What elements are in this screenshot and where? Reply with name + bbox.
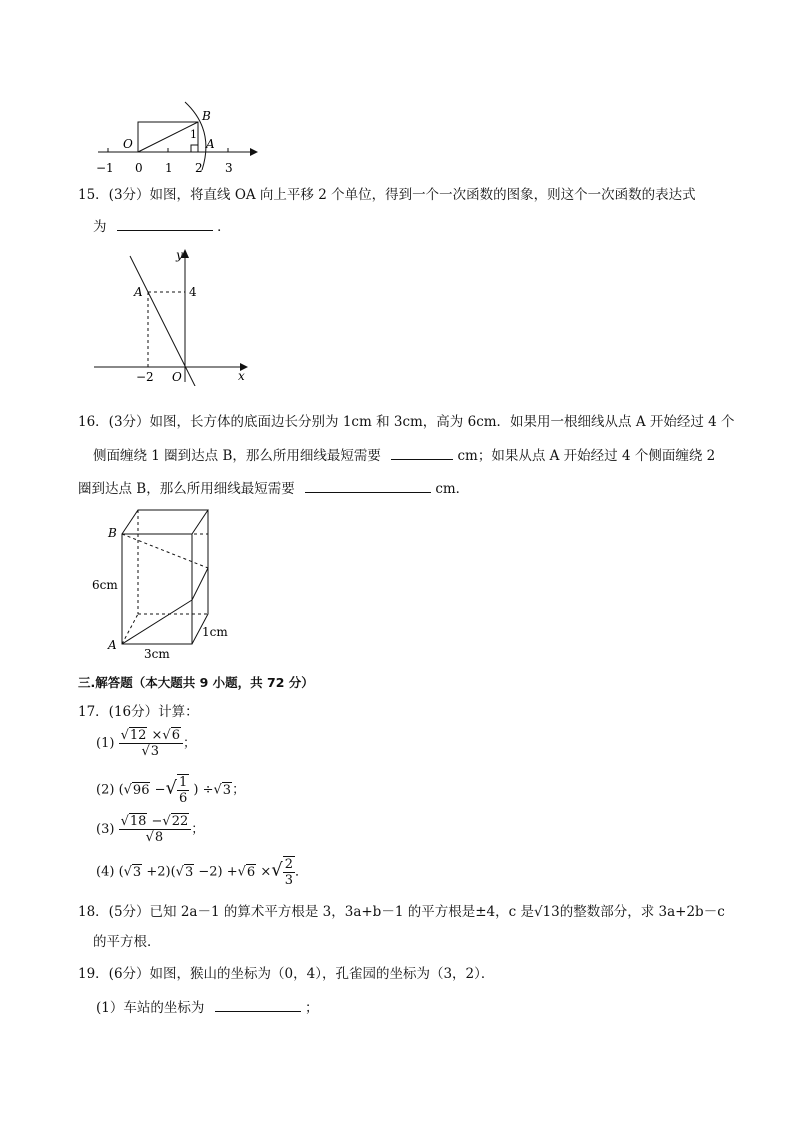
q17-part3 bbox=[96, 814, 204, 845]
label-height: 6cm bbox=[92, 578, 118, 592]
q16-answer-blank-2[interactable] bbox=[305, 478, 431, 493]
q17-p3-expr: $\frac{√18 -√22}{√8}$ bbox=[119, 814, 192, 845]
tick-0: 0 bbox=[135, 161, 143, 175]
label-4: 4 bbox=[189, 285, 197, 299]
label-A: A bbox=[108, 638, 117, 652]
q17-p3-end: ； bbox=[191, 822, 205, 837]
label-neg2: −2 bbox=[136, 370, 154, 384]
q16-line2 bbox=[93, 445, 715, 465]
q17-p1-label: (1) bbox=[96, 736, 115, 751]
q16-line2-prefix: 侧面缠绕 1 圈到达点 B，那么所用细线最短需要 bbox=[93, 448, 381, 464]
label-width: 3cm bbox=[144, 647, 170, 661]
q19-sub1 bbox=[96, 997, 318, 1017]
tick-1: 1 bbox=[165, 161, 173, 175]
q16-line1: 16．(3分）如图，长方体的底面边长分别为 1cm 和 3cm，高为 6cm．如果用一根细线从点 A 开始经过 4 个 bbox=[78, 414, 735, 430]
q16-answer-blank-1[interactable] bbox=[391, 445, 453, 460]
label-B: B bbox=[108, 526, 117, 540]
label-1: 1 bbox=[190, 128, 197, 141]
q16-line3 bbox=[78, 478, 469, 498]
q16-line2-mid: cm；如果从点 A 开始经过 4 个侧面缠绕 2 bbox=[457, 448, 716, 464]
tick-3: 3 bbox=[225, 161, 233, 175]
front-face bbox=[122, 534, 192, 644]
right-angle-mark bbox=[191, 145, 198, 152]
label-A: A bbox=[206, 137, 215, 151]
q19-sub1-prefix: (1）车站的坐标为 bbox=[96, 1000, 205, 1016]
string-front bbox=[122, 600, 192, 644]
q15-line2 bbox=[93, 216, 231, 236]
label-x: x bbox=[238, 369, 245, 383]
q16-line3-prefix: 圈到达点 B，那么所用细线最短需要 bbox=[78, 481, 295, 497]
q17-part1 bbox=[96, 728, 196, 759]
tick-2: 2 bbox=[195, 161, 203, 175]
q17-p3-label: (3) bbox=[96, 822, 115, 837]
section3-title: 三.解答题（本大题共 9 小题，共 72 分） bbox=[78, 675, 314, 690]
q17-part4: (4) (√3 +2)(√3 −2) +√6 ×√ $\frac{2}{3}$ ． bbox=[96, 857, 308, 888]
label-y: y bbox=[176, 248, 183, 262]
tick-neg1: −1 bbox=[96, 161, 114, 175]
q15-answer-blank[interactable] bbox=[117, 216, 213, 231]
label-O: O bbox=[172, 370, 182, 384]
q15-prefix: 为 bbox=[93, 219, 107, 235]
q15-line1: 15．(3分）如图，将直线 OA 向上平移 2 个单位，得到一个一次函数的图象，则这个一次函数的表达式 bbox=[78, 187, 696, 203]
q16-line3-suffix: cm． bbox=[435, 481, 470, 497]
q17-part2: (2) (√96 −√ $\frac{1}{6}$ ) ÷√3； bbox=[96, 775, 246, 806]
q17-p4-label: (4) bbox=[96, 864, 115, 880]
string-side bbox=[192, 568, 208, 600]
q17-p2-end: ； bbox=[232, 782, 246, 798]
q17-title: 17．(16分）计算： bbox=[78, 704, 199, 720]
q17-p4-end: ． bbox=[294, 864, 308, 880]
q15-suffix: ． bbox=[217, 219, 231, 235]
q18-line1: 18．(5分）已知 2a－1 的算术平方根是 3，3a+b－1 的平方根是±4，c 是√13的整数部分，求 3a+2b－c bbox=[78, 904, 725, 920]
q14-figure bbox=[90, 100, 260, 180]
q18-line2: 的平方根． bbox=[93, 934, 161, 950]
q19-answer-blank[interactable] bbox=[215, 997, 301, 1012]
q16-figure bbox=[86, 504, 246, 664]
q17-p2-label: (2) bbox=[96, 782, 115, 798]
q15-figure bbox=[92, 246, 252, 386]
number-line-arrow bbox=[250, 148, 258, 156]
diagonal-ob bbox=[138, 122, 198, 152]
q17-p1-expr: $\frac{√12 \times√6}{√3}$ bbox=[119, 728, 183, 759]
label-B: B bbox=[202, 109, 211, 123]
q19-sub1-suffix: ； bbox=[304, 1000, 319, 1016]
label-O: O bbox=[123, 137, 133, 151]
label-depth: 1cm bbox=[202, 625, 228, 639]
label-A: A bbox=[134, 285, 143, 299]
q17-p1-end: ； bbox=[183, 736, 197, 751]
q19-line1: 19．(6分）如图，猴山的坐标为（0，4），孔雀园的坐标为（3，2）． bbox=[78, 966, 495, 982]
